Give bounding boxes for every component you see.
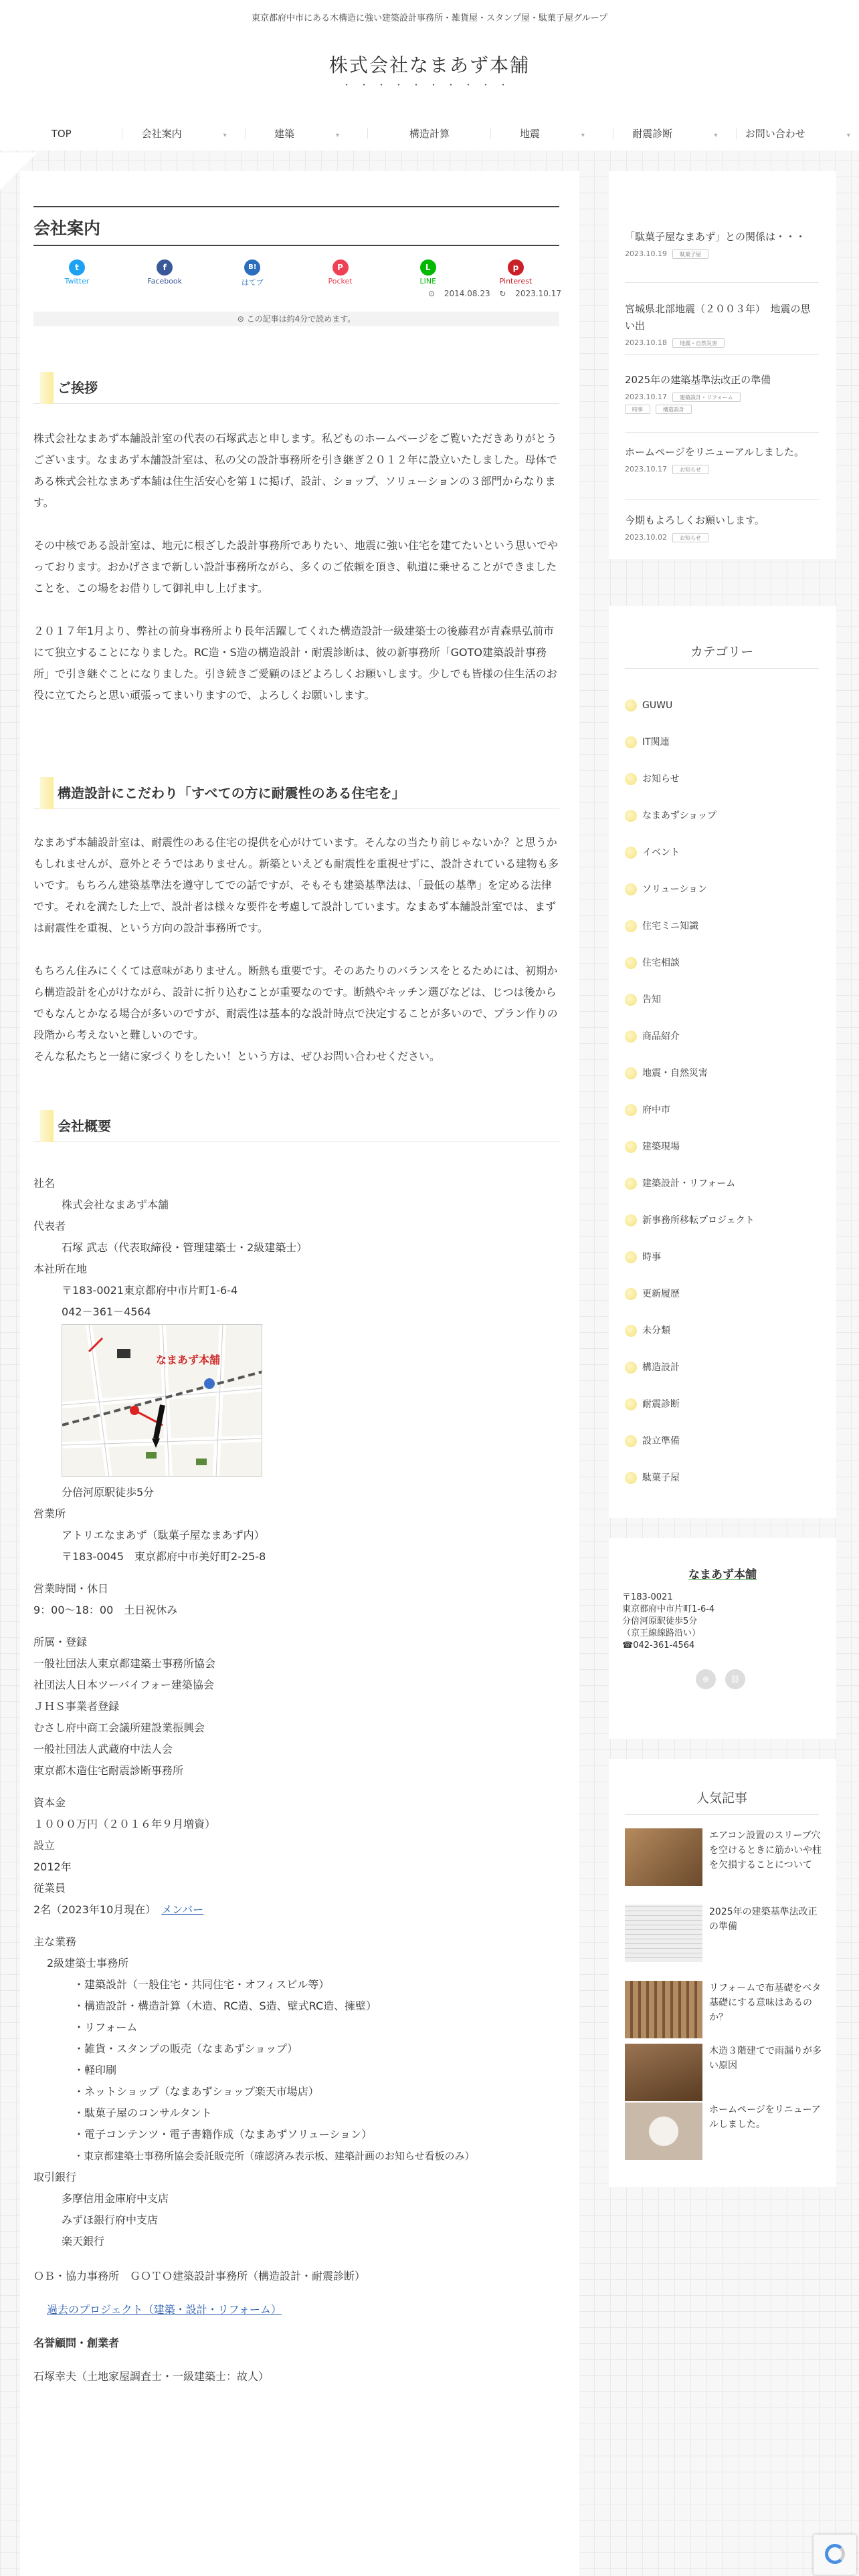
- shop-phone: ☎042-361-4564: [622, 1640, 695, 1650]
- recaptcha-icon: [825, 2544, 845, 2564]
- popular-thumbnail: [625, 2044, 702, 2101]
- shop-postal: 〒183-0021: [622, 1592, 673, 1602]
- category-link[interactable]: 設立準備: [625, 1434, 680, 1448]
- category-link[interactable]: イベント: [625, 845, 680, 860]
- greeting-paragraph-3: ２０１７年1月より、弊社の前身事務所より長年活躍してくれた構造設計一級建築士の後藤君が青森県弘前市にて独立することになりました。RC造・S造の構造設計・耐震診断は、彼の新事務所「GOTO建築設計事務所」で引き継ぐことになりました。引き続きご愛顧のほどよろしくお願いします。少しでも皆様の住生活のお役に立てたらと思い頑張ってまいりますので、よろしくお願いします。: [33, 625, 557, 702]
- phone: 042－361－4564: [62, 1305, 151, 1318]
- capital-label: 資本金: [33, 1796, 66, 1809]
- share-hatena-button[interactable]: B! はてブ: [209, 259, 296, 286]
- business-item: ・リフォーム: [74, 2021, 138, 2034]
- facebook-icon: f: [157, 259, 173, 276]
- hours: 9：00〜18：00 土日祝休み: [33, 1604, 178, 1616]
- nav-item-seismic[interactable]: 耐震診断 ▾: [613, 122, 736, 146]
- chevron-down-icon: ▾: [223, 132, 227, 139]
- sidebar-new-posts: [609, 171, 836, 559]
- advisor: 石塚幸夫（土地家屋調査士・一級建築士：故人）: [33, 2370, 270, 2383]
- link-icon[interactable]: ⛓: [725, 1669, 745, 1689]
- greeting-paragraph-1: 株式会社なまあず本舗設計室の代表の石塚武志と申します。私どものホームページをご覧いただきありがとうございます。なまあず本舗設計室は、私の父の設計事務所を引き継ぎ２０１２年に設立いたしました。母体である株式会社なまあず本舗は住生活安心を第１に掲げ、設計、ショップ、ソリューションの３部門からなります。: [33, 432, 557, 509]
- sidebar-categories: [609, 606, 836, 1518]
- category-link[interactable]: IT関連: [625, 735, 670, 750]
- category-link[interactable]: 更新履歴: [625, 1287, 680, 1301]
- membership-item: むさし府中商工会議所建設業振興会: [33, 1721, 205, 1734]
- recaptcha-badge[interactable]: [814, 2535, 856, 2575]
- membership-item: ＪＨＳ事業者登録: [33, 1700, 120, 1713]
- new-post-item[interactable]: 「駄菓子屋なまあず」との関係は・・・ 2023.10.19 駄菓子屋: [625, 231, 806, 258]
- category-link[interactable]: GUWU: [625, 698, 672, 713]
- hours-label: 営業時間・休日: [33, 1582, 109, 1595]
- company-overview: [33, 1173, 559, 1323]
- office-name: アトリエなまあず（駄菓子屋なまあず内）: [62, 1529, 265, 1541]
- popular-post-item[interactable]: 2025年の建築基準法改正の準備: [625, 1905, 826, 1965]
- popular-post-item[interactable]: 木造３階建てで雨漏りが多い原因: [625, 2044, 826, 2104]
- shop-access-note: （京王線線路沿い）: [622, 1628, 701, 1638]
- share-icon[interactable]: ⊕: [696, 1669, 716, 1689]
- category-link[interactable]: ソリューション: [625, 882, 707, 897]
- access: 分倍河原駅徒歩5分: [62, 1486, 155, 1499]
- popular-post-item[interactable]: エアコン設置のスリーブ穴を空けるときに筋かいや柱を欠損することについて: [625, 1828, 826, 1889]
- overview-heading: 会社概要: [33, 1110, 559, 1142]
- category-link[interactable]: 府中市: [625, 1103, 670, 1117]
- category-link[interactable]: 住宅ミニ知識: [625, 919, 698, 934]
- nav-item-earthquake[interactable]: 地震 ▾: [491, 122, 613, 146]
- popular-post-item[interactable]: リフォームで布基礎をベタ基礎にする意味はあるのか？: [625, 1981, 826, 2041]
- category-link[interactable]: 駄菓子屋: [625, 1471, 680, 1485]
- read-time: ⊙ この記事は約4分で読めます。: [33, 312, 559, 326]
- category-link[interactable]: 建築現場: [625, 1140, 680, 1154]
- chevron-down-icon: ▾: [714, 132, 718, 139]
- policy-paragraph-3: そんな私たちと一緒に家づくりをしたい！という方は、ぜひお問い合わせください。: [33, 1050, 441, 1063]
- chevron-down-icon: ▾: [846, 132, 850, 139]
- bank-item: 多摩信用金庫府中支店: [62, 2192, 169, 2205]
- share-buttons: [33, 259, 559, 286]
- company-name-label: 社名: [33, 1177, 56, 1190]
- updated-date: ↻ 2023.10.17: [499, 289, 562, 298]
- address-label: 本社所在地: [33, 1263, 88, 1275]
- policy-paragraph-1: なまあず本舗設計室は、耐震性のある住宅の提供を心がけています。そんなの当たり前じゃないか？と思うかもしれませんが、意外とそうではありません。新築といえども耐震性を重視せずに、設計されている建物も多いです。もちろん建築基準法を遵守してでの話ですが、そもそも建築基準法は、「最低の基準」を定める法律です。それを満たした上で、設計者は様々な要件を考慮して設計しています。なまあず本舗設計室では、まずは耐震性を重視、という方向の設計事務所です。: [33, 836, 559, 934]
- category-link[interactable]: 耐震診断: [625, 1397, 680, 1412]
- category-link[interactable]: 住宅相談: [625, 956, 680, 970]
- share-pinterest-button[interactable]: p Pinterest: [472, 259, 559, 286]
- shop-address: 東京都府中市片町1-6-4: [622, 1604, 715, 1614]
- membership-label: 所属・登録: [33, 1636, 88, 1648]
- founded-label: 設立: [33, 1839, 56, 1852]
- site-tagline: 東京都府中市にある木構造に強い建築設計事務所・雑貨屋・スタンプ屋・駄菓子屋グループ: [252, 13, 607, 23]
- business-item: ・雑貨・スタンプの販売（なまあずショップ）: [74, 2042, 298, 2055]
- bank-label: 取引銀行: [33, 2171, 77, 2183]
- category-link[interactable]: 告知: [625, 992, 661, 1007]
- bank-item: みずほ銀行府中支店: [62, 2214, 159, 2226]
- membership-item: 一般社団法人武蔵府中法人会: [33, 1743, 173, 1755]
- popular-thumbnail: [625, 2103, 702, 2160]
- category-link[interactable]: 未分類: [625, 1323, 670, 1338]
- sidebar-shop-info: [609, 1538, 836, 1739]
- staff-label: 従業員: [33, 1882, 66, 1895]
- category-link[interactable]: 新事務所移転プロジェクト: [625, 1213, 755, 1228]
- office-label: 営業所: [33, 1507, 66, 1520]
- popular-thumbnail: [625, 1905, 702, 1962]
- share-facebook-button[interactable]: f Facebook: [121, 259, 208, 286]
- global-nav: [0, 122, 859, 146]
- popular-thumbnail: [625, 1828, 702, 1886]
- category-link[interactable]: 商品紹介: [625, 1029, 680, 1044]
- new-post-item[interactable]: 宮城県北部地震（２００３年） 地震の思い出 2023.10.18 地震・自然災害: [625, 303, 811, 347]
- business-sub: 2級建築士事務所: [47, 1957, 129, 1969]
- new-post-item[interactable]: 今期もよろしくお願いします。 2023.10.02 お知らせ: [625, 514, 765, 542]
- map-shop-label: なまあず本舗: [156, 1354, 221, 1366]
- article-main: [20, 171, 579, 2576]
- category-link[interactable]: 建築設計・リフォーム: [625, 1176, 735, 1191]
- address: 〒183-0021東京都府中市片町1-6-4: [62, 1284, 238, 1297]
- page-title: 会社案内: [33, 206, 559, 246]
- share-twitter-button[interactable]: t Twitter: [33, 259, 120, 286]
- nav-item-structure[interactable]: 構造計算: [368, 122, 490, 146]
- new-post-item[interactable]: ホームページをリニューアルしました。 2023.10.17 お知らせ: [625, 446, 805, 473]
- popular-post-item[interactable]: ホームページをリニューアルしました。: [625, 2103, 826, 2163]
- site-header: [0, 0, 859, 150]
- hatena-icon: B!: [244, 259, 260, 276]
- business-item: ・建築設計（一般住宅・共同住宅・オフィスビル等）: [74, 1978, 330, 1991]
- company-name: 株式会社なまあず本舗: [62, 1198, 169, 1211]
- pocket-icon: P: [332, 259, 349, 276]
- published-date: ⊙ 2014.08.23: [428, 289, 490, 298]
- pinterest-icon: p: [508, 259, 524, 276]
- new-post-item[interactable]: 2025年の建築基準法改正の準備 2023.10.17 建築設計・リフォーム 時事 構造設計: [625, 374, 771, 413]
- share-line-button[interactable]: L LINE: [385, 259, 472, 286]
- title-dots: ・・・・・・・・・・: [342, 80, 516, 90]
- site-title[interactable]: 株式会社なまあず本舗: [328, 54, 530, 76]
- member-link[interactable]: メンバー: [161, 1903, 204, 1916]
- founded: 2012年: [33, 1860, 72, 1873]
- nav-item-contact[interactable]: お問い合わせ ▾: [745, 128, 850, 140]
- shop-access: 分倍河原駅徒歩5分: [622, 1616, 698, 1626]
- share-pocket-button[interactable]: P Pocket: [297, 259, 384, 286]
- business-item: ・ネットショップ（なまあずショップ楽天市場店）: [74, 2085, 319, 2098]
- membership-item: 一般社団法人東京都建築士事務所協会: [33, 1657, 216, 1670]
- category-link[interactable]: お知らせ: [625, 772, 680, 786]
- policy-paragraph-2: もちろん住みにくくては意味がありません。断熱も重要です。そのあたりのバランスをとるためには、初期から構造設計を心がけながら、設計に折り込むことが重要なのです。断熱やキッチン選びなどは、じつは後からでもなんとかなる場合が多いのですが、耐震性は基本的な設計時点で決定することが多いので、プラン作りの段階から考えないと難しいのです。: [33, 964, 558, 1041]
- policy-heading: 構造設計にこだわり「すべての方に耐震性のある住宅を」: [33, 777, 559, 809]
- office-address: 〒183-0045 東京都府中市美好町2-25-8: [62, 1550, 266, 1563]
- greeting-paragraph-2: その中核である設計室は、地元に根ざした設計事務所でありたい、地震に強い住宅を建てたいという思いでやっております。おかげさまで新しい設計事務所ながら、多くのご依頼を頂き、軌道に乗せることができましたことを、この場をお借りして御礼申し上げます。: [33, 539, 559, 595]
- nav-item-company[interactable]: 会社案内 ▾: [122, 122, 245, 146]
- category-link[interactable]: 構造設計: [625, 1360, 680, 1375]
- business-item: ・軽印刷: [74, 2064, 117, 2076]
- twitter-icon: t: [69, 259, 85, 276]
- chevron-down-icon: ▾: [336, 132, 340, 139]
- category-link[interactable]: 地震・自然災害: [625, 1066, 708, 1081]
- shop-name-link[interactable]: なまあず本舗: [688, 1568, 757, 1582]
- category-link[interactable]: 時事: [625, 1250, 661, 1265]
- partner-office: ＯＢ・協力事務所 ＧＯＴＯ建築設計事務所（構造設計・耐震診断）: [33, 2270, 366, 2282]
- bank-item: 楽天銀行: [62, 2235, 105, 2248]
- popular-thumbnail: [625, 1981, 702, 2038]
- representative: 石塚 武志（代表取締役・管理建築士・2級建築士）: [62, 1241, 308, 1254]
- staff: 2名（2023年10月現在） メンバー: [33, 1903, 204, 1916]
- advisor-heading: 名誉顧問・創業者: [33, 2337, 120, 2349]
- popular-heading: 人気記事: [625, 1788, 819, 1815]
- nav-item-architecture[interactable]: 建築 ▾: [246, 122, 368, 146]
- membership-item: 東京都木造住宅耐震診断事務所: [33, 1764, 184, 1777]
- line-icon: L: [420, 259, 436, 276]
- business-item: ・駄菓子屋のコンサルタント: [74, 2107, 212, 2119]
- membership-item: 社団法人日本ツーバイフォー建築協会: [33, 1679, 214, 1691]
- business-item: ・構造設計・構造計算（木造、RC造、S造、壁式RC造、擁壁）: [74, 2000, 377, 2012]
- category-heading: カテゴリー: [625, 642, 819, 669]
- business-label: 主な業務: [33, 1935, 77, 1948]
- business-item: ・東京都建築士事務所協会委託販売所（確認済み表示板、建築計画のお知らせ看板のみ）: [74, 2150, 475, 2162]
- nav-item-top[interactable]: TOP: [0, 122, 122, 146]
- post-dates: [421, 289, 561, 298]
- sidebar-popular: [609, 1759, 836, 2187]
- category-link[interactable]: なまあずショップ: [625, 809, 717, 823]
- business-item: ・電子コンテンツ・電子書籍作成（なまあずソリューション）: [74, 2128, 373, 2141]
- chevron-down-icon: ▾: [581, 132, 585, 139]
- greeting-heading: ご挨拶: [33, 372, 559, 404]
- location-map[interactable]: [62, 1324, 262, 1477]
- capital: １０００万円（２０１６年９月増資）: [33, 1818, 216, 1830]
- projects-link[interactable]: 過去のプロジェクト（建築・設計・リフォーム）: [47, 2303, 282, 2316]
- representative-label: 代表者: [33, 1220, 66, 1232]
- company-overview-cont: [33, 1482, 559, 2387]
